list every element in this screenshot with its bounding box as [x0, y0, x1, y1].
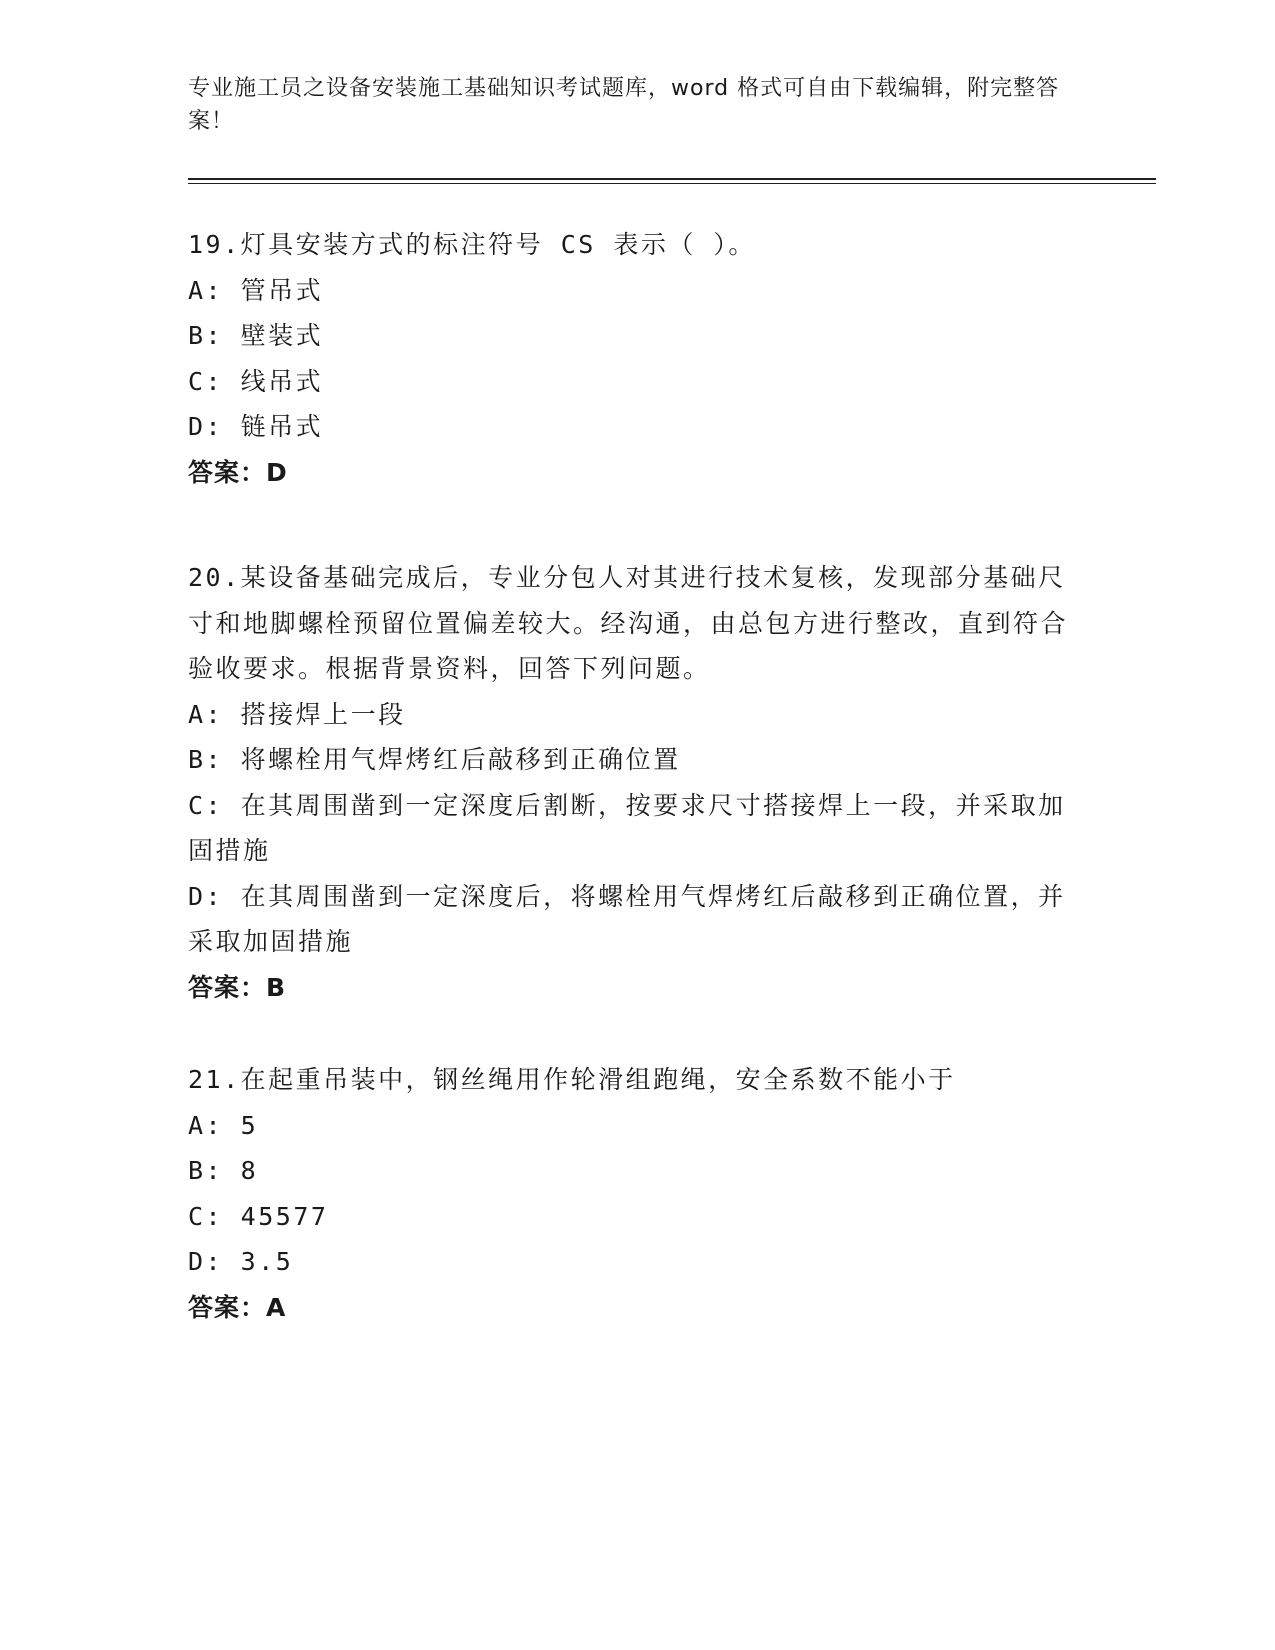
answer-line: 答案：A — [188, 1292, 287, 1322]
header-divider-thin — [188, 183, 1156, 184]
header-divider-thick — [188, 178, 1156, 180]
option-b: B: 壁装式 — [188, 321, 324, 350]
question-21 — [188, 1057, 1088, 1330]
option-c: C: 45577 — [188, 1201, 329, 1231]
question-stem: 19.灯具安装方式的标注符号 CS 表示（ ）。 — [188, 230, 756, 259]
option-a: A: 管吊式 — [188, 275, 324, 305]
question-19 — [188, 222, 1088, 495]
option-c: C: 在其周围凿到一定深度后割断，按要求尺寸搭接焊上一段，并采取加固措施 — [188, 790, 1066, 865]
option-d: D: 3.5 — [188, 1247, 294, 1276]
option-b: B: 8 — [188, 1156, 259, 1185]
option-a: A: 搭接焊上一段 — [188, 699, 406, 729]
option-a: A: 5 — [188, 1110, 259, 1140]
question-20 — [188, 555, 1088, 1010]
option-d: D: 链吊式 — [188, 412, 324, 441]
option-c: C: 线吊式 — [188, 366, 324, 396]
question-stem: 20.某设备基础完成后，专业分包人对其进行技术复核，发现部分基础尺寸和地脚螺栓预留位置偏差较大。经沟通，由总包方进行整改，直到符合验收要求。根据背景资料，回答下列问题。 — [188, 563, 1069, 683]
option-b: B: 将螺栓用气焊烤红后敲移到正确位置 — [188, 745, 681, 774]
answer-line: 答案：B — [188, 972, 287, 1002]
question-stem: 21.在起重吊装中，钢丝绳用作轮滑组跑绳，安全系数不能小于 — [188, 1065, 956, 1094]
option-d: D: 在其周围凿到一定深度后，将螺栓用气焊烤红后敲移到正确位置，并采取加固措施 — [188, 881, 1066, 956]
document-header: 专业施工员之设备安装施工基础知识考试题库，word 格式可自由下载编辑，附完整答案！ — [188, 76, 1060, 134]
answer-line: 答案：D — [188, 457, 288, 487]
